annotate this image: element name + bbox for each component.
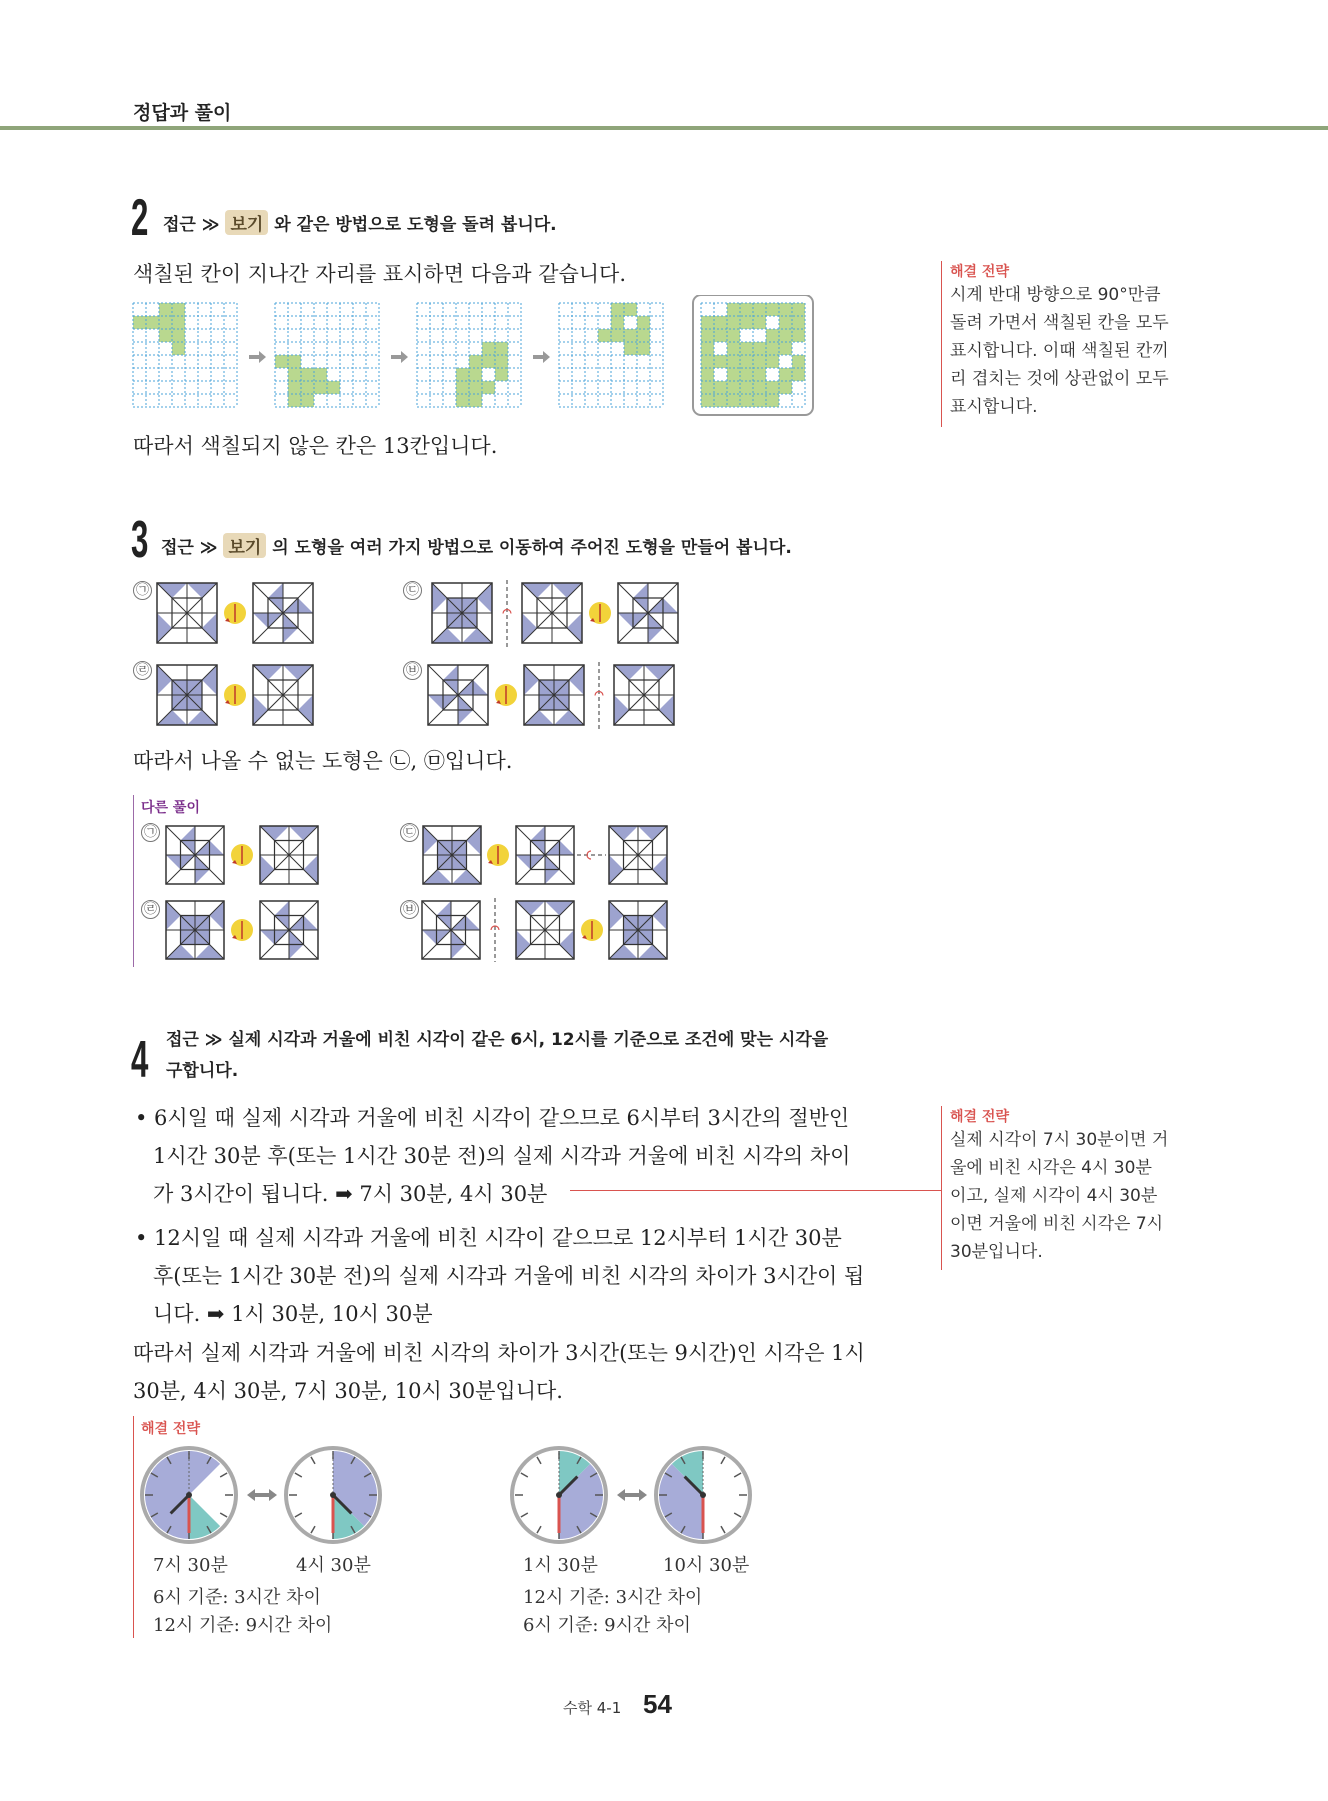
shaded-cell	[766, 342, 779, 355]
double-arrow-icon	[617, 1489, 647, 1501]
q3-transform-figures	[130, 575, 700, 735]
shaded-triangle	[614, 695, 629, 725]
shaded-cell	[753, 316, 766, 329]
shaded-cell	[792, 303, 805, 316]
shaded-triangle	[638, 826, 667, 841]
label-rieul: ㉣	[133, 661, 152, 680]
shaded-cell	[766, 303, 779, 316]
shaded-triangle	[253, 695, 268, 725]
shaded-cell	[727, 355, 740, 368]
pattern-square	[516, 826, 574, 884]
shaded-triangle	[545, 901, 574, 916]
shaded-cell	[172, 303, 185, 316]
shaded-cell	[301, 368, 314, 381]
shaded-triangle	[195, 945, 224, 960]
shaded-triangle	[157, 710, 187, 725]
alt-solution-label: 다른 풀이	[141, 800, 200, 816]
clock-note: 12시 기준: 3시간 차이	[523, 1587, 703, 1608]
shaded-cell	[172, 342, 185, 355]
shaded-cell	[495, 368, 508, 381]
shaded-cell	[714, 394, 727, 407]
clock-face	[142, 1448, 236, 1542]
approach-text: 의 도형을 여러 가지 방법으로 이동하여 주어진 도형을 만들어 봅니다.	[272, 538, 792, 558]
q4-number: 4	[131, 1031, 149, 1089]
approach-prefix: 접근 ≫	[163, 215, 220, 235]
flip-arrow-icon	[587, 851, 591, 859]
shaded-triangle	[524, 710, 554, 725]
header-divider	[0, 126, 1328, 130]
clock-time-label: 4시 30분	[296, 1555, 371, 1576]
shaded-cell	[701, 394, 714, 407]
shaded-triangle	[157, 665, 172, 695]
shaded-cell	[701, 329, 714, 342]
shaded-triangle	[524, 665, 539, 695]
alt-label-rieul: ㉣	[141, 900, 160, 919]
shaded-cell	[740, 394, 753, 407]
pattern-square	[157, 583, 217, 643]
shaded-triangle	[166, 901, 181, 930]
bogi-tag: 보기	[225, 210, 268, 235]
shaded-cell	[779, 381, 792, 394]
shaded-cell	[456, 381, 469, 394]
shaded-cell	[766, 355, 779, 368]
clock-time-label: 1시 30분	[523, 1555, 598, 1576]
q3-number: 3	[131, 511, 149, 569]
clock-face	[656, 1448, 750, 1542]
shaded-triangle	[187, 710, 217, 725]
shaded-triangle	[638, 945, 667, 960]
shaded-cell	[456, 368, 469, 381]
shaded-triangle	[522, 583, 552, 598]
q2-side-note	[941, 261, 1190, 427]
side-note-line: 표시합니다. 이때 색칠된 칸끼	[950, 341, 1169, 361]
shaded-triangle	[298, 695, 313, 725]
shaded-cell	[275, 355, 288, 368]
strategy-label: 해결 전략	[141, 1421, 200, 1437]
shaded-cell	[779, 316, 792, 329]
q3-approach	[161, 533, 792, 558]
q4-conclusion-line: 따라서 실제 시각과 거울에 비친 시각의 차이가 3시간(또는 9시간)인 시각은 1시	[133, 1341, 865, 1365]
pattern-square	[618, 583, 678, 643]
rotation-grid	[133, 303, 237, 407]
shaded-cell	[288, 381, 301, 394]
shaded-cell	[779, 329, 792, 342]
pattern-square	[166, 901, 224, 959]
shaded-triangle	[516, 930, 531, 959]
pattern-square	[260, 826, 318, 884]
shaded-triangle	[467, 826, 482, 855]
right-arrow-icon	[391, 351, 408, 363]
q2-line1: 색칠된 칸이 지나간 자리를 표시하면 다음과 같습니다.	[133, 262, 627, 286]
q4-approach-line1: 접근 ≫ 실제 시각과 거울에 비친 시각이 같은 6시, 12시를 기준으로 조건에 맞는 시각을	[166, 1030, 829, 1050]
shaded-cell	[766, 394, 779, 407]
shaded-cell	[701, 368, 714, 381]
shaded-cell	[740, 381, 753, 394]
shaded-cell	[792, 329, 805, 342]
strategy-rule	[133, 1416, 134, 1638]
shaded-cell	[314, 381, 327, 394]
pattern-square	[524, 665, 584, 725]
shaded-cell	[727, 303, 740, 316]
shaded-triangle	[423, 826, 438, 855]
q3-conclusion: 따라서 나올 수 없는 도형은 ㉡, ㉤입니다.	[133, 749, 513, 773]
alt-label-giyeok: ㉠	[141, 823, 160, 842]
shaded-cell	[753, 355, 766, 368]
clock-diagrams	[135, 1443, 775, 1548]
shaded-cell	[495, 342, 508, 355]
label-digeut: ㉢	[403, 581, 422, 600]
pattern-square	[253, 583, 313, 643]
q4-conclusion-line: 30분, 4시 30분, 7시 30분, 10시 30분입니다.	[133, 1379, 563, 1403]
clock-center	[186, 1492, 192, 1498]
shaded-cell	[301, 394, 314, 407]
alt-label-digeut: ㉢	[400, 823, 419, 842]
shaded-cell	[714, 329, 727, 342]
shaded-cell	[701, 355, 714, 368]
shaded-cell	[740, 303, 753, 316]
shaded-cell	[727, 316, 740, 329]
rotation-grid	[559, 303, 663, 407]
shaded-cell	[701, 342, 714, 355]
shaded-cell	[469, 368, 482, 381]
right-arrow-icon	[533, 351, 550, 363]
pattern-square	[432, 583, 492, 643]
shaded-cell	[714, 355, 727, 368]
shaded-triangle	[289, 826, 318, 841]
shaded-cell	[288, 355, 301, 368]
shaded-triangle	[202, 613, 217, 643]
shaded-triangle	[304, 855, 319, 884]
pattern-square	[157, 665, 217, 725]
shaded-cell	[598, 329, 611, 342]
bogi-tag: 보기	[223, 533, 266, 558]
shaded-triangle	[522, 613, 537, 643]
q2-number: 2	[131, 189, 149, 247]
leader-line	[570, 1190, 941, 1191]
shaded-cell	[159, 316, 172, 329]
shaded-cell	[637, 342, 650, 355]
shaded-cell	[624, 303, 637, 316]
pattern-square	[423, 826, 481, 884]
shaded-cell	[159, 303, 172, 316]
shaded-triangle	[452, 870, 481, 885]
label-giyeok: ㉠	[133, 581, 152, 600]
clock-note: 6시 기준: 3시간 차이	[153, 1587, 321, 1608]
shaded-triangle	[653, 855, 668, 884]
shaded-triangle	[609, 826, 638, 841]
shaded-triangle	[166, 945, 195, 960]
shaded-triangle	[187, 583, 217, 598]
shaded-triangle	[202, 665, 217, 695]
shaded-triangle	[569, 665, 584, 695]
pattern-square	[422, 901, 480, 959]
shaded-triangle	[659, 695, 674, 725]
pattern-square	[522, 583, 582, 643]
clock-note: 12시 기준: 9시간 차이	[153, 1615, 333, 1636]
clock-note: 6시 기준: 9시간 차이	[523, 1615, 691, 1636]
shaded-triangle	[157, 583, 187, 598]
shaded-cell	[611, 316, 624, 329]
clock-center	[330, 1492, 336, 1498]
clock-face	[286, 1448, 380, 1542]
shaded-triangle	[609, 901, 624, 930]
shaded-cell	[753, 381, 766, 394]
shaded-cell	[740, 342, 753, 355]
approach-prefix: 접근 ≫	[161, 538, 218, 558]
side-note-line: 시계 반대 방향으로 90°만큼	[950, 285, 1161, 305]
shaded-cell	[482, 355, 495, 368]
shaded-cell	[495, 355, 508, 368]
side-note-line: 이면 거울에 비친 시각은 7시	[950, 1214, 1164, 1234]
shaded-cell	[779, 368, 792, 381]
shaded-cell	[701, 316, 714, 329]
shaded-cell	[753, 303, 766, 316]
q4-bullet1-line: 1시간 30분 후(또는 1시간 30분 전)의 실제 시각과 거울에 비친 시각의 차이	[153, 1144, 851, 1168]
side-note-line: 돌려 가면서 색칠된 칸을 모두	[950, 313, 1169, 333]
shaded-triangle	[260, 855, 275, 884]
shaded-cell	[727, 342, 740, 355]
clock-time-label: 7시 30분	[153, 1555, 228, 1576]
shaded-cell	[469, 381, 482, 394]
shaded-cell	[611, 303, 624, 316]
shaded-cell	[740, 355, 753, 368]
shaded-triangle	[477, 583, 492, 613]
shaded-triangle	[609, 945, 638, 960]
shaded-cell	[637, 329, 650, 342]
clock-center	[700, 1492, 706, 1498]
shaded-triangle	[432, 583, 447, 613]
shaded-triangle	[432, 628, 462, 643]
shaded-cell	[314, 368, 327, 381]
pattern-square	[428, 665, 488, 725]
shaded-cell	[792, 316, 805, 329]
shaded-cell	[637, 316, 650, 329]
pattern-square	[260, 901, 318, 959]
shaded-cell	[727, 381, 740, 394]
shaded-cell	[740, 316, 753, 329]
pattern-square	[609, 901, 667, 959]
shaded-cell	[327, 381, 340, 394]
side-note-line: 실제 시각이 7시 30분이면 거	[950, 1130, 1169, 1150]
shaded-cell	[482, 381, 495, 394]
shaded-cell	[740, 368, 753, 381]
shaded-cell	[792, 355, 805, 368]
shaded-cell	[172, 316, 185, 329]
page-number: 54	[643, 1689, 672, 1719]
shaded-cell	[779, 303, 792, 316]
shaded-cell	[288, 394, 301, 407]
side-note-line: 리 겹치는 것에 상관없이 모두	[950, 369, 1169, 389]
shaded-cell	[624, 342, 637, 355]
shaded-triangle	[210, 901, 225, 930]
shaded-triangle	[644, 665, 674, 680]
shaded-cell	[624, 329, 637, 342]
header-title: 정답과 풀이	[133, 102, 232, 124]
shaded-cell	[701, 381, 714, 394]
side-note-label: 해결 전략	[950, 264, 1009, 280]
footer-book: 수학 4-1	[563, 1699, 622, 1717]
shaded-triangle	[253, 665, 283, 680]
pattern-square	[516, 901, 574, 959]
shaded-triangle	[462, 628, 492, 643]
shaded-cell	[714, 381, 727, 394]
q4-bullet2-line: 후(또는 1시간 30분 전)의 실제 시각과 거울에 비친 시각의 차이가 3시간이 됩	[153, 1264, 865, 1288]
double-arrow-icon	[247, 1489, 277, 1501]
shaded-cell	[753, 342, 766, 355]
shaded-cell	[727, 394, 740, 407]
q4-bullet2-line: 니다. ➡ 1시 30분, 10시 30분	[153, 1302, 433, 1326]
pattern-square	[609, 826, 667, 884]
shaded-triangle	[567, 613, 582, 643]
pattern-square	[166, 826, 224, 884]
shaded-cell	[766, 329, 779, 342]
pattern-square	[253, 665, 313, 725]
shaded-triangle	[516, 901, 545, 916]
shaded-cell	[727, 368, 740, 381]
clock-time-label: 10시 30분	[663, 1555, 750, 1576]
shaded-cell	[714, 316, 727, 329]
side-note-line: 30분입니다.	[950, 1242, 1043, 1262]
shaded-cell	[159, 329, 172, 342]
q4-side-note	[941, 1106, 1190, 1270]
rotation-grid	[275, 303, 379, 407]
q4-bullet2-line: • 12시일 때 실제 시각과 거울에 비친 시각이 같으므로 12시부터 1시간 30분	[135, 1226, 842, 1250]
shaded-cell	[146, 316, 159, 329]
shaded-cell	[727, 329, 740, 342]
shaded-cell	[301, 381, 314, 394]
shaded-cell	[766, 381, 779, 394]
q2-rotation-grids	[130, 295, 830, 420]
shaded-cell	[288, 368, 301, 381]
shaded-cell	[779, 342, 792, 355]
shaded-cell	[753, 368, 766, 381]
side-note-line: 울에 비친 시각은 4시 30분	[950, 1158, 1152, 1178]
shaded-triangle	[554, 710, 584, 725]
shaded-cell	[133, 316, 146, 329]
result-grid	[701, 303, 805, 407]
approach-text: 와 같은 방법으로 도형을 돌려 봅니다.	[274, 215, 557, 235]
shaded-triangle	[653, 901, 668, 930]
shaded-cell	[456, 394, 469, 407]
right-arrow-icon	[249, 351, 266, 363]
side-note-line: 이고, 실제 시각이 4시 30분	[950, 1186, 1158, 1206]
shaded-cell	[469, 394, 482, 407]
shaded-triangle	[552, 583, 582, 598]
pattern-square	[614, 665, 674, 725]
shaded-cell	[753, 394, 766, 407]
shaded-triangle	[283, 665, 313, 680]
side-note-label: 해결 전략	[950, 1109, 1009, 1125]
alt-label-bieup: ㉥	[400, 900, 419, 919]
shaded-triangle	[157, 613, 172, 643]
shaded-cell	[172, 329, 185, 342]
q2-conclusion: 따라서 색칠되지 않은 칸은 13칸입니다.	[133, 434, 498, 458]
shaded-cell	[792, 368, 805, 381]
clock-center	[556, 1492, 562, 1498]
q2-approach	[163, 210, 557, 235]
alt-transform-figures	[130, 818, 700, 968]
clock-face	[512, 1448, 606, 1542]
q4-bullet1-line: • 6시일 때 실제 시각과 거울에 비친 시각이 같으므로 6시부터 3시간의 절반인	[135, 1106, 850, 1130]
q4-bullet1-line: 가 3시간이 됩니다. ➡ 7시 30분, 4시 30분	[153, 1182, 548, 1206]
rotation-grid	[417, 303, 521, 407]
shaded-cell	[469, 355, 482, 368]
q4-approach-line2: 구합니다.	[166, 1061, 239, 1081]
shaded-triangle	[423, 870, 452, 885]
shaded-triangle	[609, 855, 624, 884]
side-note-line: 표시합니다.	[950, 397, 1038, 417]
shaded-triangle	[560, 930, 575, 959]
shaded-triangle	[260, 826, 289, 841]
label-bieup: ㉥	[403, 661, 422, 680]
shaded-cell	[611, 329, 624, 342]
shaded-triangle	[614, 665, 644, 680]
shaded-cell	[482, 342, 495, 355]
